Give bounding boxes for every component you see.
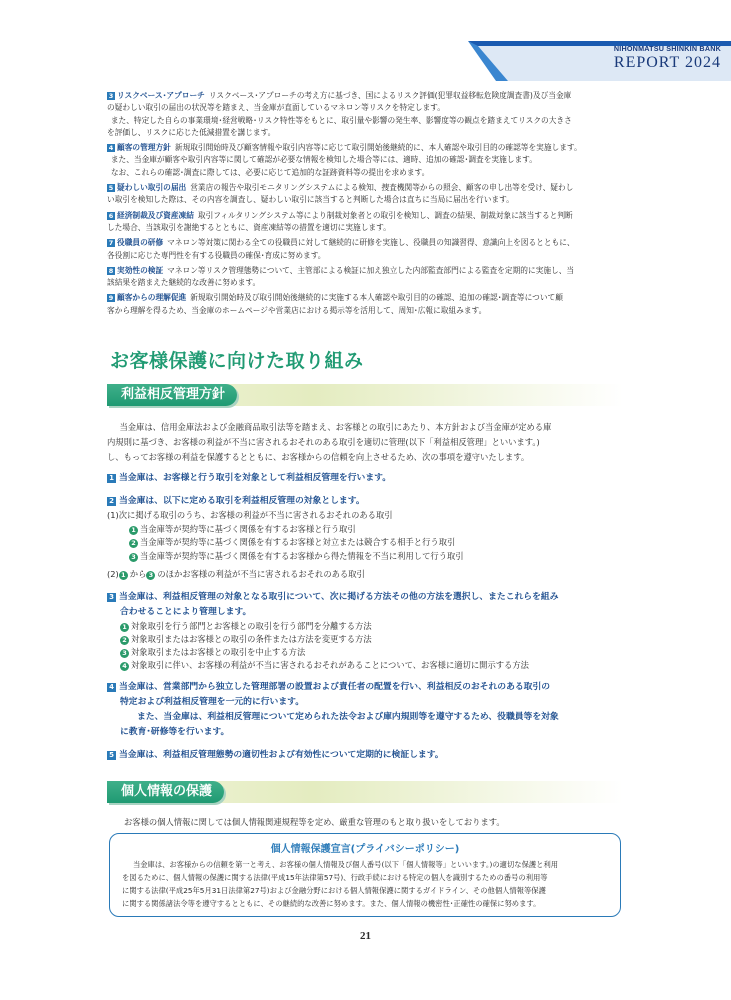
item-title: 顧客の管理方針 [117,143,171,153]
policy-item: 5 疑わしい取引の届出 営業店の報告や取引モニタリングシステムによる検知、捜査機関等からの照会、顧客の申し出等を受け、疑わし い取引を検知した際は、その内容を調査し、疑わしい取引に該当すると判断した場合は直ちに当局に届出を行います。 [107,183,574,205]
item-title: 疑わしい取引の届出 [117,183,187,193]
point-number: 4 [107,683,116,692]
point-number: 2 [107,497,116,506]
policy-point-5: 5 当金庫は、利益相反管理態勢の適切性および有効性について定期的に検証します。 [107,748,625,763]
aml-policy-items [107,90,625,320]
report-header-brand [468,41,731,81]
item-title: 役職員の研修 [117,238,164,248]
policy-item: 7 役職員の研修 マネロン等対策に関わる全ての役職員に対して継続的に研修を実施し、役職員の知識習得、意識向上を図るとともに、 各役割に応じた専門性を有する役職員の確保･育成に努めます。 [107,238,575,260]
item-title: 顧客からの理解促進 [117,293,187,303]
policy-item: 6 経済制裁及び資産凍結 取引フィルタリングシステム等により制裁対象者との取引を検知し、調査の結果、制裁対象に該当すると判断 した場合、当該取引を謝絶するとともに、資産凍結等の措置を適切に実施します。 [107,210,573,232]
policy-item: 4 顧客の管理方針 新規取引開始時及び顧客情報や取引内容等に応じて取引開始後継続的に、本人確認や取引目的の確認等を実施します。 また、当金庫が顧客や取引内容等に関して確認が必要な情報を検知した場合等には、適時、追加の確認･調査を実施します。 なお、これらの確認･調査に際しては、必要に応じて追加的な証跡資料等の提出を求めます。 [108,143,582,177]
circled-number: 1 [120,623,129,632]
item-number: 9 [108,294,114,303]
privacy-declaration-box [109,833,621,917]
point-number: 1 [107,474,116,483]
circled-number: 3 [146,571,155,580]
policy-point-4: 4 当金庫は、営業部門から独立した管理部署の設置および責任者の配置を行い、利益相反のおそれのある取引の 特定および利益相反管理を一元的に行います。 また、当金庫は、利益相反管理について定められた法令および庫内規則等を遵守するため、役職員等を対象 に教育･研修等を行います。 [107,680,625,740]
section-banner-conflict [107,384,623,406]
circled-number: 2 [120,636,129,645]
circled-number: 1 [119,571,128,580]
section-heading: 個人情報の保護 [107,781,224,803]
privacy-intro: お客様の個人情報に関しては個人情報関連規程等を定め、厳重な管理のもと取り扱いをしております。 [124,817,505,827]
circled-number: 1 [129,526,138,535]
main-section-title: お客様保護に向けた取り組み [110,350,364,372]
conflict-of-interest-section [107,420,625,763]
circled-number: 2 [129,539,138,548]
policy-point-2: 2 当金庫は、以下に定める取引を利益相反管理の対象とします。 (1)次に掲げる取引のうち、お客様の利益が不当に害されるおそれのある取引 1 当金庫等が契約等に基づく関係を有するお客様と行う取引 2 当金庫等が契約等に基づく関係を有するお客様と対立または競合する相手と行う取引 3 当金庫等が契約等に基づく関係を有するお客様から得た情報を不当に利用して行う取引 (2) 1 から 3 のほかお客様の利益が不当に害されるおそれのある取引 [107,496,464,579]
page-number: 21 [360,930,371,942]
point-number: 5 [107,751,116,760]
intro-paragraph: 当金庫は、信用金庫法および金融商品取引法等を踏まえ、お客様との取引にあたり、本方針および当金庫が定める庫 内規則に基づき、お客様の利益が不当に害されるおそれのある取引を適切に管理(以下「利益相反管理」といいます。) し、もってお客様の利益を保護するとともに、お客様からの信頼を向上させるため、次の事項を遵守いたします。 [107,422,552,462]
point-number: 3 [107,593,116,602]
policy-item: 9 顧客からの理解促進 新規取引開始時及び取引開始後継続的に実施する本人確認や取引目的の確認、追加の確認･調査等について顧 客から理解を得るため、当金庫のホームページや営業店における掲示等を活用して、周知･広報に取組みます。 [107,293,563,315]
policy-point-1: 1 当金庫は、お客様と行う取引を対象として利益相反管理を行います。 [107,471,625,486]
item-number: 8 [108,266,114,275]
item-number: 3 [108,92,114,100]
report-title: REPORT 2024 [613,54,721,71]
bank-name: NIHONMATSU SHINKIN BANK [613,44,721,53]
item-number: 6 [108,211,114,220]
declaration-title: 個人情報保護宣言(プライバシーポリシー) [270,844,460,855]
policy-item: 8 実効性の検証 マネロン等リスク管理態勢について、主管部による検証に加え独立した内部監査部門による監査を定期的に実施し、当 該結果を踏まえた継続的な改善に努めます。 [107,265,575,288]
policy-item: 3 リスクベース･アプローチ リスクベース･アプローチの考え方に基づき、国によるリスク評価(犯罪収益移転危険度調査書)及び当金庫 の疑わしい取引の届出の状況等を踏まえ、当金庫が直面しているマネロン等リスクを特定します。 また、特定した自らの事業環境･経営戦略･リスク特性等をもとに、取引量や影響の発生率、影響度等の観点を踏まえてリスクの大きさ を評価し、リスクに応じた低減措置を講じます。 [107,91,572,137]
item-number: 7 [108,239,114,248]
item-number: 5 [108,184,114,193]
section-banner-privacy [107,781,623,803]
section-heading: 利益相反管理方針 [107,384,237,406]
circled-number: 4 [120,662,129,671]
declaration-body: 当金庫は、お客様からの信頼を第一と考え、お客様の個人情報及び個人番号(以下「個人情報等」といいます。)の適切な保護と利用 を図るために、個人情報の保護に関する法律(平成15年法律第57号)、行政手続における特定の個人を識別するための番号の利用等 に関する法律(平成25年5月31日法律第27号)および金融分野における個人情報保護に関するガイドライン、その他個人情報等保護 に関する関係諸法令等を遵守するとともに、その継続的な改善に努めます。また、個人情報の機密性･正確性の確保に努めます。 [122,860,559,908]
circled-number: 3 [120,649,129,658]
item-title: 実効性の検証 [117,265,164,275]
item-title: リスクベース･アプローチ [117,91,205,100]
item-title: 経済制裁及び資産凍結 [117,210,194,220]
item-number: 4 [108,144,114,153]
circled-number: 3 [129,553,138,562]
policy-point-3: 3 当金庫は、利益相反管理の対象となる取引について、次に掲げる方法その他の方法を選択し、またこれらを組み 合わせることにより管理します。 1 対象取引を行う部門とお客様との取引を行う部門を分離する方法 2 対象取引またはお客様との取引の条件または方法を変更する方法 3 対象取引またはお客様との取引を中止する方法 4 対象取引に伴い、お客様の利益が不当に害されるおそれがあることについて、お客様に適切に開示する方法 [107,590,625,672]
